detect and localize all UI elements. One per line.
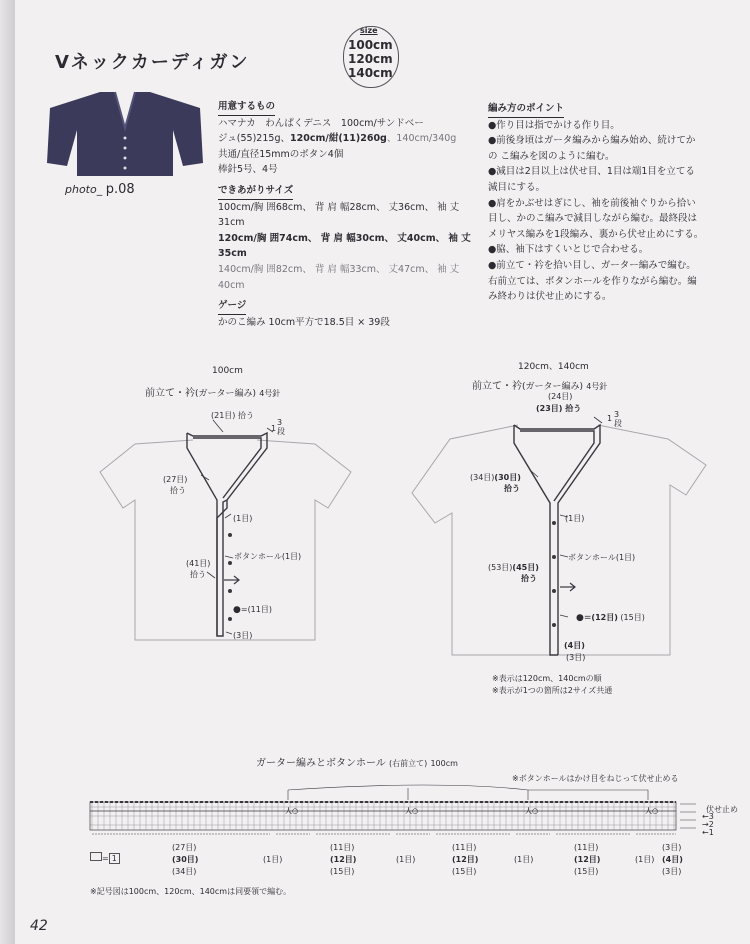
points-line: メリヤス編みを1段編み、裏から伏せ止めにする。 <box>488 228 704 240</box>
chart-bottom-12c: (12目) <box>574 855 601 864</box>
materials-heading: 用意するもの <box>218 99 275 116</box>
points-line: ●減目は2目以上は伏せ目、1目は端1目を立てる <box>488 166 695 178</box>
chart-bottom-12b: (12目) <box>452 855 479 864</box>
points-line: ●作り目は指でかける作り目。 <box>488 119 620 131</box>
svg-text:人○: 人○ <box>285 807 299 815</box>
chart-bottom-15c: (15目) <box>574 867 599 876</box>
points-line: ●脇、袖下はすくいとじで合わせる。 <box>488 244 649 256</box>
left-pick-27-label: 拾う <box>170 486 186 495</box>
points-line: 減目にする。 <box>488 181 546 193</box>
finished-line: 31cm <box>218 217 245 229</box>
chart-bottom-15a: (15目) <box>330 867 355 876</box>
chart-row-2: →2 <box>702 820 714 829</box>
chart-bottom-one-d: (1目) <box>635 855 655 864</box>
chart-row-3: ←3 <box>702 812 714 821</box>
size-120: 120cm <box>348 52 393 66</box>
chart-buttonhole-note: ※ボタンホールはかけ目をねじって伏せ止める <box>512 774 679 783</box>
page-title: Vネックカーディガン <box>55 52 250 73</box>
left-pick-41: (41目) <box>186 559 211 568</box>
finished-line: 120cm/胸 囲74cm、 背 肩 幅30cm、 丈40cm、 袖 丈 <box>218 232 471 244</box>
chart-bottom-4: (4目) <box>662 855 683 864</box>
chart-grid <box>80 780 740 840</box>
right-3: (3目) <box>566 653 586 662</box>
left-rows-1: 1 <box>271 424 277 433</box>
chart-bottom-one-c: (1目) <box>514 855 534 864</box>
left-three: (3目) <box>233 631 253 640</box>
svg-text:人○: 人○ <box>405 807 419 815</box>
finished-line: 35cm <box>218 248 247 260</box>
finished-line: 100cm/胸 囲68cm、 背 肩 幅28cm、 丈36cm、 袖 丈 <box>218 201 460 213</box>
finished-line: 140cm/胸 囲82cm、 背 肩 幅33cm、 丈47cm、 袖 丈 <box>218 263 460 275</box>
chart-bottom-15b: (15目) <box>452 867 477 876</box>
size-140: 140cm <box>348 66 393 80</box>
chart-footnote: ※記号図は100cm、120cm、140cmは同要領で編む。 <box>90 887 292 896</box>
left-pick-41-label: 拾う <box>190 570 206 579</box>
photo-ref: photo_ p.08 <box>65 182 135 197</box>
size-100: 100cm <box>348 38 393 52</box>
chart-bottom-12a: (12目) <box>330 855 357 864</box>
finished-line: 40cm <box>218 279 245 291</box>
right-rows-1: 1 <box>607 414 613 423</box>
finished-heading: できあがりサイズ <box>218 183 293 200</box>
materials-line: ハマナカ わんぱくデニス 100cm/サンドベー <box>218 117 424 129</box>
left-pick-27: (27目) <box>163 475 188 484</box>
left-diagram-size: 100cm <box>212 366 243 376</box>
points-line: の こ編みを図のように編む。 <box>488 150 615 162</box>
right-note-1: ※表示は120cm、140cmの順 <box>492 674 602 683</box>
points-line: 右前立ては、ボタンホールを作りながら編む。編 <box>488 275 697 287</box>
cardigan-photo <box>45 88 205 180</box>
page-binding-edge <box>0 0 15 944</box>
chart-row-1: ←1 <box>702 828 714 837</box>
left-one: (1目) <box>233 514 253 523</box>
chart-bottom-11a: (11目) <box>330 843 355 852</box>
right-rows-3: 3段 <box>614 410 622 428</box>
materials-line: ジュ(55)215g、120cm/紺(11)260g、140cm/340g <box>218 133 457 145</box>
gauge-heading: ゲージ <box>218 298 246 315</box>
chart-bottom-30: (30目) <box>172 855 199 864</box>
right-diagram-title: 前立て・衿(ガーター編み) 4号針 <box>472 381 608 392</box>
right-pick: 拾う <box>504 484 520 493</box>
chart-bottom-one-b: (1目) <box>396 855 416 864</box>
points-line: ●肩をかぶせはぎにし、袖を前後袖ぐりから拾い <box>488 197 696 209</box>
left-buttonhole: ボタンホール(1目) <box>234 552 302 561</box>
points-line: み終わりは伏せ止めにする。 <box>488 291 612 303</box>
chart-bottom-27: (27目) <box>172 843 197 852</box>
chart-bind-off: 伏せ止め <box>706 805 738 814</box>
page-number: 42 <box>30 918 48 934</box>
right-note-2: ※表示が1つの箇所は2サイズ共通 <box>492 686 613 695</box>
chart-bottom-11c: (11目) <box>574 843 599 852</box>
left-rows-3: 3段 <box>277 418 285 436</box>
right-diagram-size: 120cm、140cm <box>518 362 589 372</box>
right-buttonhole: ボタンホール(1目) <box>568 553 636 562</box>
size-badge-label: size <box>360 26 378 35</box>
chart-bottom-one-a: (1目) <box>263 855 283 864</box>
right-24: (24目) <box>548 392 573 401</box>
points-line: ●前立て・衿を拾い目し、ガーター編みで編む。 <box>488 259 696 271</box>
materials-line: 共通/直径15mmのボタン4個 <box>218 148 344 160</box>
right-53-45: (53目)(45目) <box>488 563 539 572</box>
right-front-band-diagram <box>410 415 710 665</box>
right-pick2: 拾う <box>521 574 537 583</box>
gauge-text: かのこ編み 10cm平方で18.5目 × 39段 <box>218 316 390 328</box>
chart-bottom-3: (3目) <box>662 843 682 852</box>
materials-line: 棒針5号、4号 <box>218 164 278 176</box>
right-one: (1目) <box>565 514 585 523</box>
points-line: ●前後身頃はガータ編みから編み始め、続けてか <box>488 135 696 147</box>
svg-text:人○: 人○ <box>645 807 659 815</box>
right-23: (23目) 拾う <box>536 404 582 413</box>
chart-bottom-34: (34目) <box>172 867 197 876</box>
chart-legend: = 1 <box>90 852 120 864</box>
chart-bottom-3b: (3目) <box>662 867 682 876</box>
left-diagram-title: 前立て・衿(ガーター編み) 4号針 <box>145 388 281 399</box>
points-heading: 編み方のポイント <box>488 101 564 118</box>
points-line: 目し、かのこ編みで減目しながら編む。最終段は <box>488 213 698 225</box>
chart-title: ガーター編みとボタンホール (右前立て) 100cm <box>256 758 458 769</box>
right-12-15: ●=(12目) (15目) <box>576 613 645 623</box>
left-pick-21: (21目) 拾う <box>211 411 254 420</box>
svg-text:人○: 人○ <box>525 807 539 815</box>
left-eq-11: ●=(11目) <box>233 605 272 615</box>
right-4: (4目) <box>564 641 585 650</box>
right-34-30: (34目)(30目) <box>470 473 521 482</box>
points-block <box>488 96 703 305</box>
materials-block <box>218 94 471 330</box>
chart-bottom-11b: (11目) <box>452 843 477 852</box>
